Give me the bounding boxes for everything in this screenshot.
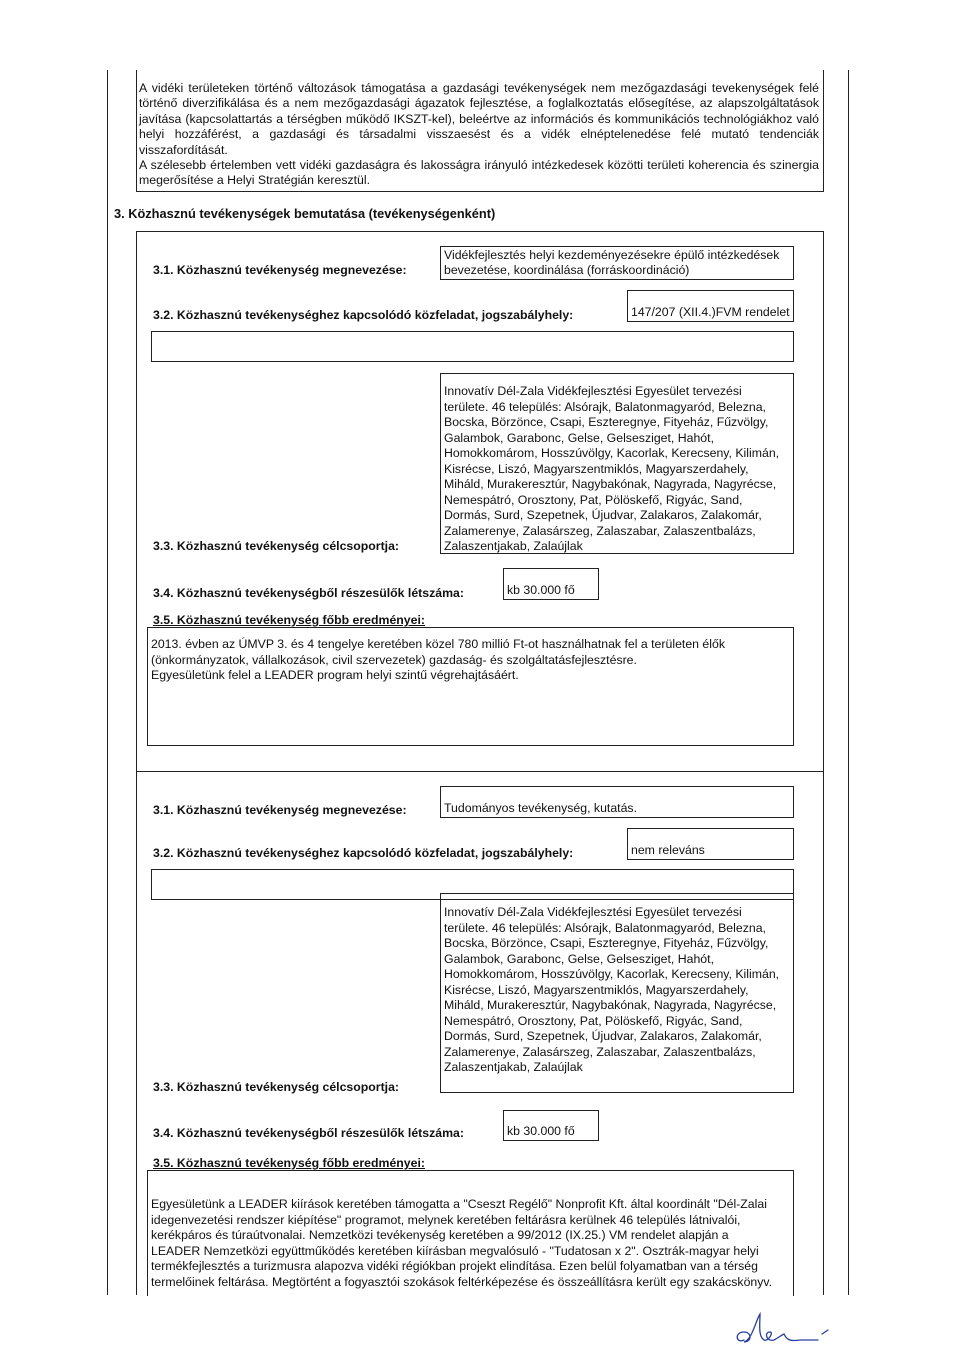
activity-1-count-text: kb 30.000 fő: [507, 583, 575, 597]
target-line: Bocska, Börzönce, Csapi, Eszteregnye, Fityeház, Fűzvölgy,: [444, 415, 769, 429]
target-line: Kisrécse, Liszó, Magyarszentmiklós, Magyarszerdahely,: [444, 982, 749, 997]
result-line: Egyesületünk a LEADER kiírások keretében támogatta a "Cseszt Regélő" Nonprofit Kft. által koordinált "Dél-Zalai: [151, 1197, 767, 1211]
target-line: Homokkomárom, Hosszúvölgy, Kacorlak, Kerecseny, Kilimán,: [444, 446, 780, 460]
target-line: Galambok, Garabonc, Gelse, Gelsesziget, Hahót,: [444, 430, 714, 445]
result-line: idegenvezetési rendszer kiépítése" programot, melynek keretében feltárásra kerülnek 46 település látnivalói,: [151, 1212, 741, 1227]
activity-2-count-value: [503, 1110, 599, 1141]
target-line: Zalamerenye, Zalasárszeg, Zalaszabar, Zalaszentbalázs,: [444, 1044, 756, 1059]
activity-2-container: [136, 771, 824, 1295]
activity-1-count-label: 3.4. Közhasznú tevékenységből részesülők létszáma:: [153, 586, 464, 600]
target-line: területe. 46 település: Alsórajk, Balatonmagyaród, Belezna,: [444, 920, 766, 935]
target-line: Kisrécse, Liszó, Magyarszentmiklós, Magyarszerdahely,: [444, 461, 749, 476]
activity-2-task-label: 3.2. Közhasznú tevékenységhez kapcsolódó közfeladat, jogszabályhely:: [153, 846, 574, 860]
target-line: Innovatív Dél-Zala Vidékfejlesztési Egyesület tervezési: [444, 384, 742, 398]
activity-2-results: [147, 1170, 794, 1296]
intro-text: [139, 81, 819, 189]
activity-1-name-label: 3.1. Közhasznú tevékenység megnevezése:: [153, 263, 407, 277]
signature-icon: [730, 1310, 840, 1352]
activity-2-count-label: 3.4. Közhasznú tevékenységből részesülők létszáma:: [153, 1126, 464, 1140]
intro-bottom-border: [136, 191, 824, 192]
result-line: kerékpáros és túraútvonalai. Nemzetközi tevékenység keretében a 99/2012 (IX.25.) VM rendelet alapján a: [151, 1228, 729, 1242]
activity-1-empty-field: [151, 331, 794, 362]
activity-1-name-value: [440, 246, 794, 280]
activity-1-name-line-1: Vidékfejlesztés helyi kezdeményezésekre épülő intézkedések: [444, 248, 780, 262]
activity-1-task-value: [627, 290, 794, 322]
outer-right-border: [848, 70, 849, 1295]
target-line: Dormás, Surd, Szepetnek, Újudvar, Zalakaros, Zalakomár,: [444, 508, 762, 522]
activity-1-task-text: 147/207 (XII.4.)FVM rendelet: [631, 305, 790, 319]
intro-left-border: [136, 70, 137, 192]
activity-1-container: [136, 231, 824, 772]
result-line: LEADER Nemzetközi együttműködés keretében kiírásban megvalósuló - "Tudatosan x 2". Osztrák-magyar helyi: [151, 1243, 759, 1258]
result-line: Egyesületünk felel a LEADER program helyi szintű végrehajtásáért.: [151, 668, 519, 682]
target-line: Miháld, Murakeresztúr, Nagybakónak, Nagyrada, Nagyrécse,: [444, 477, 777, 491]
activity-2-results-label: 3.5. Közhasznú tevékenység főbb eredményei:: [153, 1156, 425, 1170]
result-line: termelőinek feltárása. Megtörtént a fogyasztói szokások feltérképezése és összeállításra került egy szakácskönyv.: [151, 1274, 773, 1289]
target-line: Zalaszentjakab, Zalaújlak: [444, 1060, 583, 1074]
target-line: Nemespátró, Orosztony, Pat, Pölöskefő, Rigyác, Sand,: [444, 1013, 743, 1028]
activity-1-results-label: 3.5. Közhasznú tevékenység főbb eredményei:: [153, 613, 425, 627]
activity-2-task-text: nem releváns: [631, 843, 705, 857]
activity-2-name-line-1: Tudományos tevékenység, kutatás.: [444, 801, 637, 815]
activity-2-name-value: [440, 786, 794, 818]
target-line: Innovatív Dél-Zala Vidékfejlesztési Egyesület tervezési: [444, 905, 742, 919]
activity-1-target-label: 3.3. Közhasznú tevékenység célcsoportja:: [153, 539, 400, 553]
intro-right-border: [823, 70, 824, 192]
intro-paragraph-1: A vidéki területeken történő változások támogatása a gazdasági tevékenységek nem mezőgazdasági tevekenységek felé történő diverzifikálása és a nem mezőgazdasági ágazatok fejlesztése, a foglalkoztatás elősegítése, az alapszolgáltatások javítása (kapcsolattartás a térségben működő IKSZT-kel), beleértve az információs és kommunikációs technológiákhoz való helyi hozzáférést, a gazdasági és társadalmi visszaesést és a vidék elnéptelenedése felé mutató tendenciák visszafordítását.: [139, 81, 819, 157]
activity-1-count-value: [503, 568, 599, 600]
target-line: Nemespátró, Orosztony, Pat, Pölöskefő, Rigyác, Sand,: [444, 492, 743, 507]
target-line: Miháld, Murakeresztúr, Nagybakónak, Nagyrada, Nagyrécse,: [444, 998, 777, 1012]
activity-1-results: [147, 627, 794, 746]
activity-2-target-label: 3.3. Közhasznú tevékenység célcsoportja:: [153, 1080, 400, 1094]
target-line: Bocska, Börzönce, Csapi, Eszteregnye, Fityeház, Fűzvölgy,: [444, 936, 769, 950]
activity-2-task-value: [627, 828, 794, 860]
activity-2-count-text: kb 30.000 fő: [507, 1124, 575, 1138]
target-line: Galambok, Garabonc, Gelse, Gelsesziget, Hahót,: [444, 951, 714, 966]
result-line: (önkormányzatok, vállalkozások, civil szervezetek) gazdaság- és szolgáltatásfejlesztésre.: [151, 652, 637, 667]
result-line: termékfejlesztés a turizmusra alapozva vidéki régiókban projekt elindítása. Ezen belül folyamatban van a térség: [151, 1259, 758, 1273]
activity-2-target-group: [440, 893, 794, 1093]
section-3-title: 3. Közhasznú tevékenységek bemutatása (tevékenységenként): [114, 206, 496, 221]
outer-left-border: [107, 70, 108, 1295]
result-line: 2013. évben az ÚMVP 3. és 4 tengelye keretében közel 780 millió Ft-ot használhatnak fel a területen élők: [151, 637, 725, 651]
target-line: területe. 46 település: Alsórajk, Balatonmagyaród, Belezna,: [444, 399, 766, 414]
target-line: Dormás, Surd, Szepetnek, Újudvar, Zalakaros, Zalakomár,: [444, 1029, 762, 1043]
target-line: Homokkomárom, Hosszúvölgy, Kacorlak, Kerecseny, Kilimán,: [444, 967, 780, 981]
target-line: Zalamerenye, Zalasárszeg, Zalaszabar, Zalaszentbalázs,: [444, 523, 756, 538]
intro-paragraph-2: A szélesebb értelemben vett vidéki gazdaságra és lakosságra irányuló intézkedesek közötti területi koherencia és szinergia megerősítése a Helyi Stratégián keresztül.: [139, 158, 819, 188]
activity-1-target-group: [440, 373, 794, 554]
activity-1-task-label: 3.2. Közhasznú tevékenységhez kapcsolódó közfeladat, jogszabályhely:: [153, 308, 574, 322]
activity-2-name-label: 3.1. Közhasznú tevékenység megnevezése:: [153, 803, 407, 817]
activity-1-name-line-2: bevezetése, koordinálása (forráskoordináció): [444, 263, 690, 277]
target-line: Zalaszentjakab, Zalaújlak: [444, 539, 583, 553]
